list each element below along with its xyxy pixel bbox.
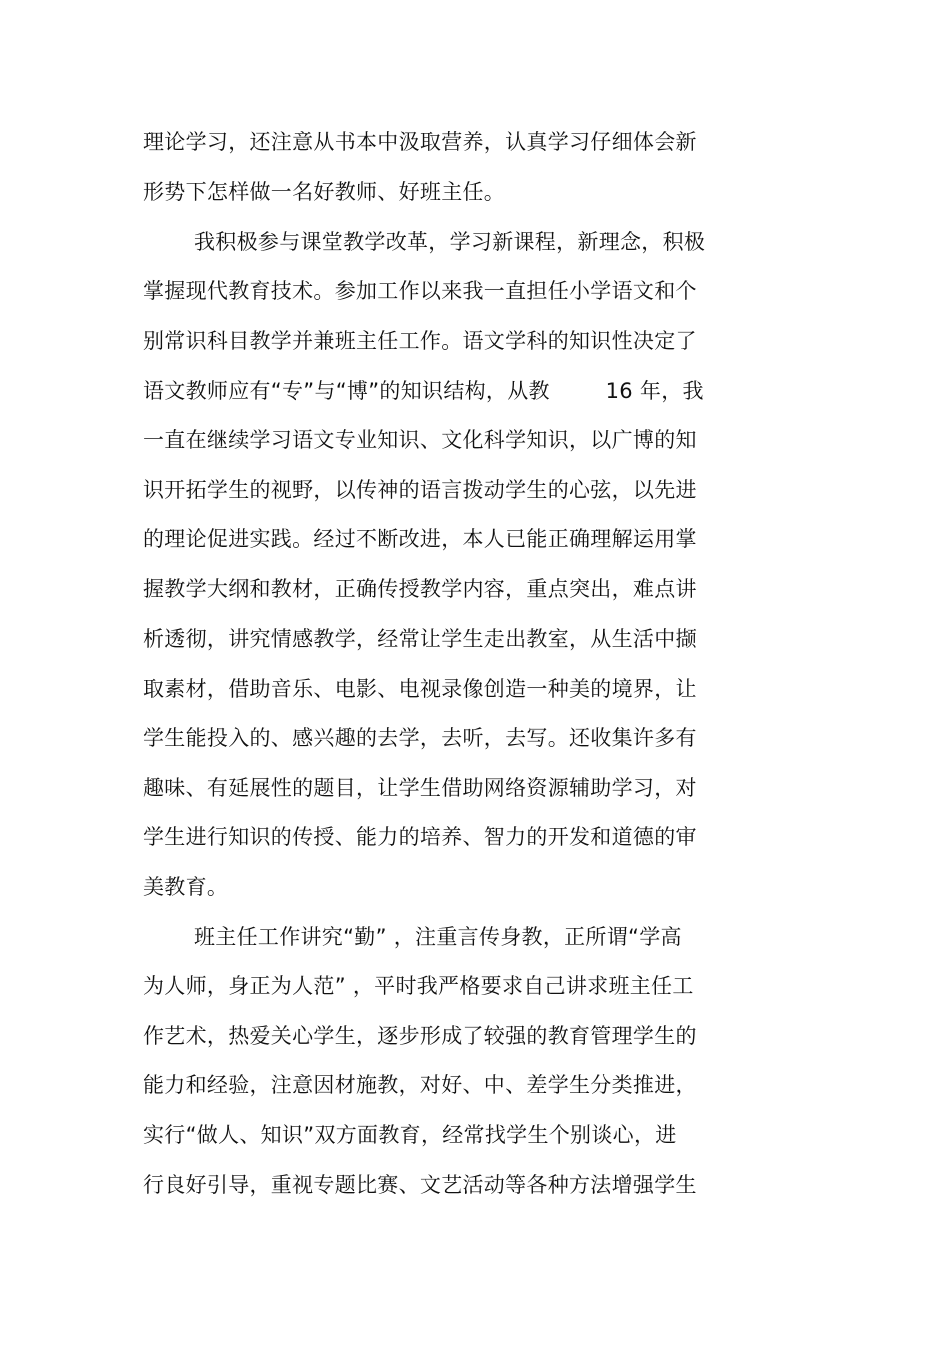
text-line: 作艺术，热爱关心学生，逐步形成了较强的教育管理学生的 (143, 1024, 697, 1048)
text-line: 实行“做人、知识”双方面教育，经常找学生个别谈心，进 (143, 1123, 677, 1147)
text-line: 语文教师应有“专”与“博”的知识结构，从教 16 年，我 (143, 379, 704, 403)
text-line: 为人师，身正为人范” ，平时我严格要求自己讲求班主任工 (143, 974, 694, 998)
text-line: 析透彻，讲究情感教学，经常让学生走出教室，从生活中撷 (143, 627, 697, 651)
paragraph-first-line: 班主任工作讲究“勤” ，注重言传身教，正所谓“学高 (194, 925, 682, 949)
text-line: 的理论促进实践。经过不断改进，本人已能正确理解运用掌 (143, 527, 697, 551)
text-line: 能力和经验，注意因材施教，对好、中、差学生分类推进， (143, 1073, 697, 1097)
text-line: 美教育。 (143, 875, 229, 899)
text-line: 行良好引导，重视专题比赛、文艺活动等各种方法增强学生 (143, 1173, 697, 1197)
text-line: 一直在继续学习语文专业知识、文化科学知识，以广博的知 (143, 428, 697, 452)
text-line: 学生进行知识的传授、能力的培养、智力的开发和道德的审 (143, 825, 697, 849)
text-line: 学生能投入的、感兴趣的去学，去听，去写。还收集许多有 (143, 726, 697, 750)
text-line: 识开拓学生的视野，以传神的语言拨动学生的心弦，以先进 (143, 478, 697, 502)
text-line: 取素材，借助音乐、电影、电视录像创造一种美的境界，让 (143, 677, 697, 701)
paragraph-first-line: 我积极参与课堂教学改革，学习新课程，新理念，积极 (194, 230, 706, 254)
text-line: 掌握现代教育技术。参加工作以来我一直担任小学语文和个 (143, 279, 697, 303)
text-line: 理论学习，还注意从书本中汲取营养，认真学习仔细体会新 (143, 130, 697, 154)
text-line: 形势下怎样做一名好教师、好班主任。 (143, 180, 506, 204)
text-line: 别常识科目教学并兼班主任工作。语文学科的知识性决定了 (143, 329, 697, 353)
text-line: 握教学大纲和教材，正确传授教学内容，重点突出，难点讲 (143, 577, 697, 601)
text-line: 趣味、有延展性的题目，让学生借助网络资源辅助学习，对 (143, 776, 697, 800)
